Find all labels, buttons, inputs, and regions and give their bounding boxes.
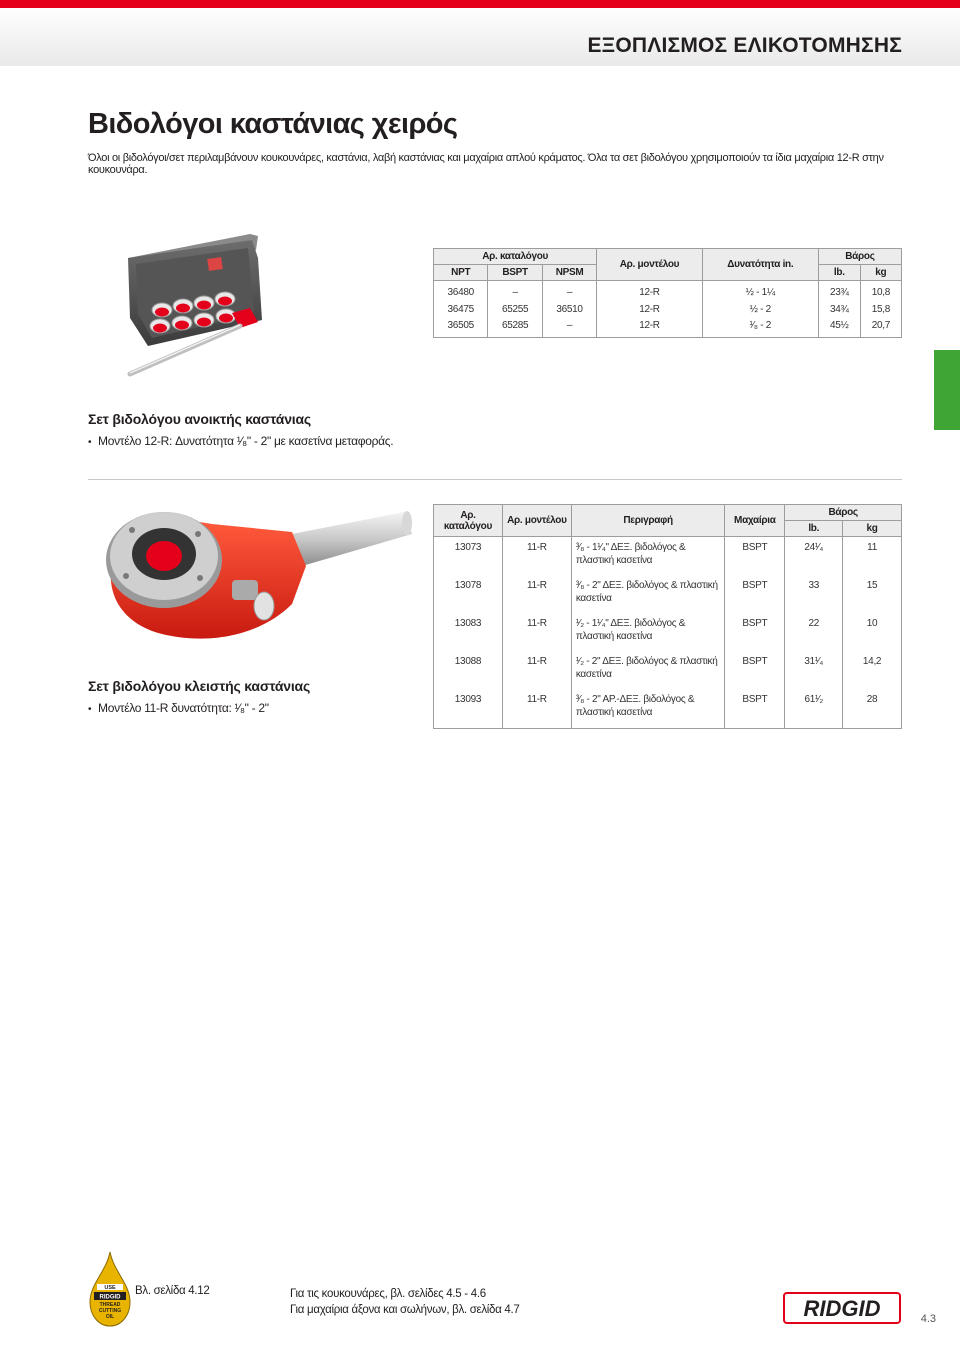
section-divider xyxy=(88,479,902,480)
cell-kg: 28 xyxy=(843,689,902,729)
top-accent-bar xyxy=(0,0,960,8)
cell-kg: 11 xyxy=(843,537,902,575)
cell-lb: 34¾ xyxy=(818,301,860,318)
cell-description: ¹⁄₂ - 2" ΔΕΞ. βιδολόγος & πλαστική κασετίνα xyxy=(571,651,725,689)
cell-dies: BSPT xyxy=(725,613,785,651)
cell-bspt: 65285 xyxy=(488,318,542,338)
table-row xyxy=(434,613,902,651)
header-kg: kg xyxy=(843,521,902,537)
cell-description: ³⁄₈ - 1¹⁄₄" ΔΕΞ. βιδολόγος & πλαστική κασετίνα xyxy=(571,537,725,575)
cell-capacity: ½ - 1¼ xyxy=(702,281,818,301)
cell-model: 12-R xyxy=(597,281,702,301)
cell-catalog: 13078 xyxy=(434,575,503,613)
header-weight: Βάρος xyxy=(785,505,902,521)
ridgid-logo xyxy=(783,1292,901,1324)
cell-capacity: ¹⁄₈ - 2 xyxy=(702,318,818,338)
table-row xyxy=(434,651,902,689)
cell-model: 11-R xyxy=(502,575,571,613)
dies-case-photo xyxy=(122,228,384,378)
table-row xyxy=(434,318,902,338)
cell-lb: 31¹⁄₄ xyxy=(785,651,843,689)
cell-catalog: 13083 xyxy=(434,613,503,651)
header-npsm: NPSM xyxy=(542,265,596,281)
cell-description: ³⁄₈ - 2" ΑΡ.-ΔΕΞ. βιδολόγος & πλαστική κασετίνα xyxy=(571,689,725,729)
cell-lb: 22 xyxy=(785,613,843,651)
cell-catalog: 13073 xyxy=(434,537,503,575)
cell-bspt: 65255 xyxy=(488,301,542,318)
footer-note-line-1: Για τις κουκουνάρες, βλ. σελίδες 4.5 - 4.6 xyxy=(290,1288,486,1300)
cell-dies: BSPT xyxy=(725,651,785,689)
cell-description: ³⁄₈ - 2" ΔΕΞ. βιδολόγος & πλαστική κασετίνα xyxy=(571,575,725,613)
cell-kg: 15 xyxy=(843,575,902,613)
cell-model: 11-R xyxy=(502,689,571,729)
closed-set-table xyxy=(433,504,902,729)
header-dies: Μαχαίρια xyxy=(725,505,785,537)
cell-lb: 23¾ xyxy=(818,281,860,301)
cell-model: 11-R xyxy=(502,537,571,575)
open-set-table xyxy=(433,248,902,338)
header-description: Περιγραφή xyxy=(571,505,725,537)
oil-badge-line-2: RIDGID xyxy=(99,1294,121,1301)
cell-kg: 15,8 xyxy=(860,301,901,318)
cell-kg: 10,8 xyxy=(860,281,901,301)
oil-page-reference: Βλ. σελίδα 4.12 xyxy=(135,1285,210,1297)
header-weight: Βάρος xyxy=(818,249,901,265)
cell-catalog: 13088 xyxy=(434,651,503,689)
oil-badge-line-3: THREAD xyxy=(99,1302,121,1308)
cell-dies: BSPT xyxy=(725,575,785,613)
cell-npt: 36505 xyxy=(434,318,488,338)
cell-model: 12-R xyxy=(597,318,702,338)
cell-description: ¹⁄₂ - 1¹⁄₄" ΔΕΞ. βιδολόγος & πλαστική κασετίνα xyxy=(571,613,725,651)
closed-set-bullet-text: Μοντέλο 11-R δυνατότητα: ¹⁄₈" - 2" xyxy=(98,701,269,715)
header-npt: NPT xyxy=(434,265,488,281)
table-row xyxy=(434,689,902,729)
header-kg: kg xyxy=(860,265,901,281)
header-catalog: Αρ. καταλόγου xyxy=(434,249,597,265)
open-set-bullet-text: Μοντέλο 12-R: Δυνατότητα ¹⁄₈" - 2" με κασετίνα μεταφοράς. xyxy=(98,434,394,448)
ratchet-threader-photo xyxy=(92,494,414,648)
table-row xyxy=(434,281,902,301)
cell-kg: 20,7 xyxy=(860,318,901,338)
header-capacity: Δυνατότητα in. xyxy=(702,249,818,281)
header-lb: lb. xyxy=(785,521,843,537)
cell-model: 11-R xyxy=(502,613,571,651)
intro-text: Όλοι οι βιδολόγοι/σετ περιλαμβάνουν κουκουνάρες, καστάνια, λαβή καστάνιας και μαχαίρια απλού κράματος. Όλα τα σετ βιδολόγου χρησιμοποιούν τα ίδια μαχαίρια 12-R στην κουκουνάρα. xyxy=(88,152,884,176)
oil-badge-line-1: USE xyxy=(104,1285,116,1291)
bullet-icon: • xyxy=(88,704,92,715)
table-row xyxy=(434,301,902,318)
chapter-tab xyxy=(934,350,960,430)
header-catalog: Αρ. καταλόγου xyxy=(434,505,503,537)
thread-oil-drop-icon xyxy=(88,1250,132,1328)
cell-lb: 33 xyxy=(785,575,843,613)
cell-npt: 36480 xyxy=(434,281,488,301)
cell-npsm: – xyxy=(542,318,596,338)
cell-npsm: – xyxy=(542,281,596,301)
header-model: Αρ. μοντέλου xyxy=(502,505,571,537)
cell-lb: 61¹⁄₂ xyxy=(785,689,843,729)
page-number: 4.3 xyxy=(920,1313,936,1325)
cell-dies: BSPT xyxy=(725,689,785,729)
cell-kg: 14,2 xyxy=(843,651,902,689)
oil-badge-line-4: CUTTING xyxy=(98,1308,122,1314)
footer-note-line-2: Για μαχαίρια άξονα και σωλήνων, βλ. σελίδα 4.7 xyxy=(290,1304,520,1316)
open-set-bullet xyxy=(88,434,393,448)
closed-set-bullet xyxy=(88,701,269,715)
section-title: ΕΞΟΠΛΙΣΜΟΣ ΕΛΙΚΟΤΟΜΗΣΗΣ xyxy=(587,34,902,57)
header-bspt: BSPT xyxy=(488,265,542,281)
table-row xyxy=(434,537,902,575)
cell-npsm: 36510 xyxy=(542,301,596,318)
cell-lb: 24¹⁄₄ xyxy=(785,537,843,575)
oil-badge-line-5: OIL xyxy=(105,1314,115,1320)
header-lb: lb. xyxy=(818,265,860,281)
bullet-icon: • xyxy=(88,437,92,448)
cell-model: 11-R xyxy=(502,651,571,689)
cell-bspt: – xyxy=(488,281,542,301)
cell-catalog: 13093 xyxy=(434,689,503,729)
open-set-heading: Σετ βιδολόγου ανοικτής καστάνιας xyxy=(88,411,311,427)
brand-text: RIDGID xyxy=(803,1296,881,1321)
cell-dies: BSPT xyxy=(725,537,785,575)
header-model: Αρ. μοντέλου xyxy=(597,249,702,281)
cell-kg: 10 xyxy=(843,613,902,651)
cell-lb: 45½ xyxy=(818,318,860,338)
cell-npt: 36475 xyxy=(434,301,488,318)
cell-capacity: ½ - 2 xyxy=(702,301,818,318)
page-title: Βιδολόγοι καστάνιας χειρός xyxy=(88,108,458,140)
cell-model: 12-R xyxy=(597,301,702,318)
table-row xyxy=(434,575,902,613)
closed-set-heading: Σετ βιδολόγου κλειστής καστάνιας xyxy=(88,678,311,694)
